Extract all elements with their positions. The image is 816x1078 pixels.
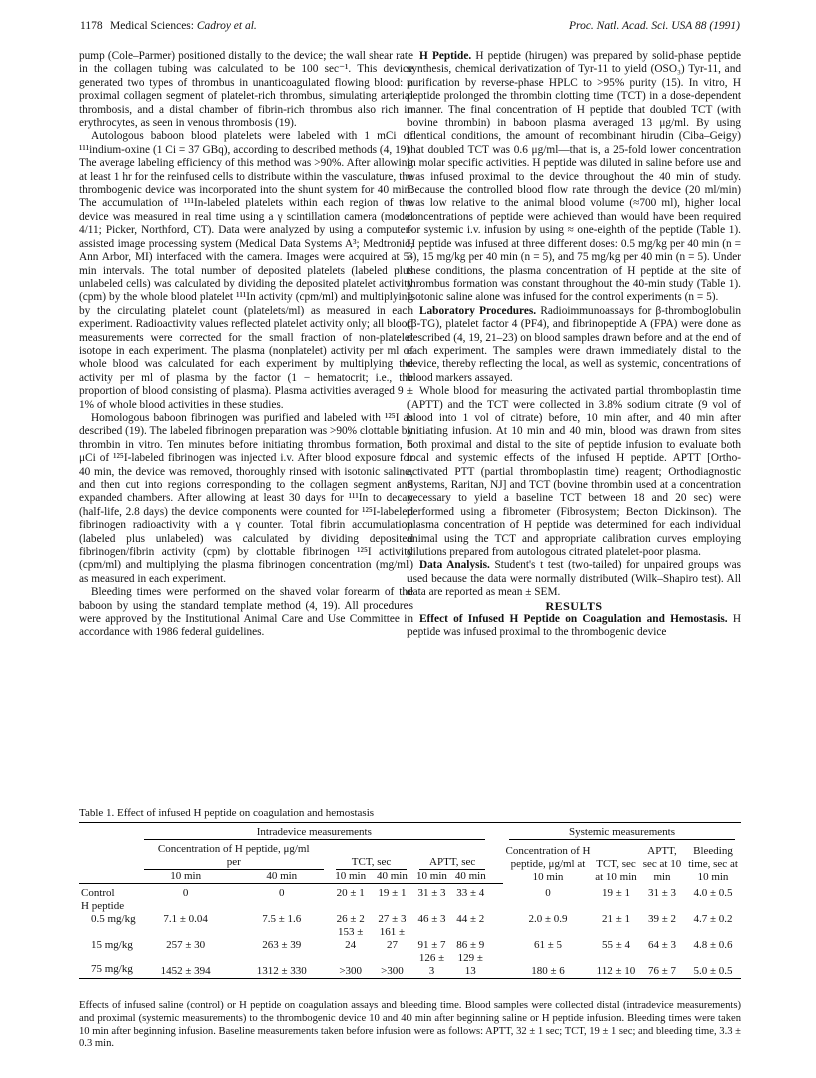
paragraph <box>407 559 741 599</box>
paragraph: Whole blood for measuring the activated partial thromboplastin time (APTT) and the TCT were collected in 3.8% sodium citrate (9 vol of blood into 1 vol of citrate) before, 10 min after, and 40 min after initiating infusion. At 10 min and 40 min, blood was drawn from sites both proximal and distal to the site of peptide infusion to evaluate both local and systemic effects of the infused H peptide. APTT [Ortho-activated PTT (partial thromboplastin time) reagent; Orthodiagnostic Systems, Raritan, NJ] and TCT (bovine thrombin used at a concentration necessary to yield a baseline TCT between 18 and 20 sec) were performed using a fibrometer (Fibrosystem; Becton Dickinson). The plasma concentration of H peptide was determined for each individual animal using the TCT and appropriate calibration curves employing dilutions prepared from autologous citrated platelet-poor plasma. <box>407 385 741 559</box>
col-head-sys-aptt: APTT, sec at 10 min <box>642 844 682 883</box>
results-table <box>79 822 741 979</box>
table-row-group-label: H peptide <box>81 900 125 912</box>
paragraph: pump (Cole–Parmer) positioned distally to the device; the wall shear rate in the collagen tubing was calculated to be 100 sec⁻¹. This device generated two types of thrombus in unanticoagulated flowing blood: a proximal collagen segment of platelet-rich thrombus, simulating arterial thrombosis, and a distal chamber of fibrin-rich thrombus also rich in erythrocytes, as seen in venous thrombosis (19). <box>79 50 413 130</box>
paragraph-text: Radioimmunoassays for β-thromboglobulin (β-TG), platelet factor 4 (PF4), and fibrinopeptide A (FPA) were done as described (4, 19, 21–23) on blood samples drawn before and at the end of each experiment. The samples were drawn immediately distal to the device, thereby reflecting the local, as well as systemic, concentrations of blood markers assayed. <box>407 304 742 384</box>
sub-10-min: 10 min <box>330 870 372 884</box>
paragraph <box>407 50 741 305</box>
table-row: 15 mg/kg 257 ± 30 263 ± 39 153 ± 24 161 ± 27 91 ± 7 86 ± 9 61 ± 5 55 ± 4 64 ± 3 4.8 ± 0.6 <box>91 926 733 951</box>
sub-10-min: 10 min <box>413 870 449 884</box>
group-intradevice: Intradevice measurements <box>138 823 491 841</box>
paragraph <box>407 305 741 385</box>
group-systemic: Systemic measurements <box>503 823 741 841</box>
header-title <box>110 20 257 32</box>
paragraph-text: H peptide (hirugen) was prepared by solid-phase peptide synthesis, chemical derivatization of Tyr-11 to yield (OSO₃) Tyr-11, and purification by reverse-phase HPLC to >95% purity (15). In vitro, H peptide prolonged the thrombin clotting time (TCT) in a dose-dependent manner. The final concentration of H peptide that doubled TCT (with bovine thrombin) in baboon plasma averaged 13 μg/ml. By using identical conditions, the amount of recombinant hirudin (Ciba–Geigy) that doubled TCT was 0.6 μg/ml—that is, a 25-fold lower concentration in molar specific activities. H peptide was diluted in saline before use and was infused proximal to the device throughout the 40 min of study. Because the controlled blood flow rate through the device (20 ml/min) was low relative to the animal blood volume (≈700 ml), higher local concentrations of peptide were achieved than would have been required for systemic i.v. infusion by using ≈ one-eighth of the peptide (Table 1). H peptide was infused at three different doses: 0.5 mg/kg per 40 min (n = 3), 15 mg/kg per 40 min (n = 5), and 75 mg/kg per 40 min (n = 5). Under these conditions, the plasma concentration of H peptide at the site of thrombus formation was constant throughout the 40-min study (Table 1). Isotonic saline alone was infused for the control experiments (n = 5). <box>407 50 741 304</box>
paragraph: Homologous baboon fibrinogen was purified and labeled with ¹²⁵I as described (19). The labeled fibrinogen preparation was >90% clottable by thrombin in vitro. Ten minutes before initiating thrombus formation, 5 μCi of ¹²⁵I-labeled fibrinogen was injected i.v. After blood exposure for 40 min, the device was removed, thoroughly rinsed with isotonic saline, and then cut into regions corresponding to the collagen segment and expanded chambers. After allowing at least 30 days for ¹¹¹In to decay (half-life, 2.8 days) the device components were counted for ¹²⁵I-labeled fibrinogen radioactivity with a γ counter. Total fibrin accumulation (labeled plus unlabeled) was calculated by dividing deposited fibrinogen/fibrin activity (cpm) by clottable fibrinogen ¹²⁵I activity (cpm/ml) and multiplying the plasma fibrinogen concentration (mg/ml) as measured in each experiment. <box>79 411 413 585</box>
col-head-aptt: APTT, sec <box>413 840 491 870</box>
paragraph: Bleeding times were performed on the shaved volar forearm of the baboon by using the standard template method (4, 19). All procedures were approved by the Institutional Animal Care and Use Committee in accordance with 1986 federal guidelines. <box>79 586 413 639</box>
left-column <box>79 50 413 640</box>
paragraph <box>407 613 741 640</box>
table-column-headers <box>79 840 741 870</box>
col-head-tct: TCT, sec <box>330 840 414 870</box>
table-row: 0.5 mg/kg 7.1 ± 0.04 7.5 ± 1.6 26 ± 2 27 ± 3 46 ± 3 44 ± 2 2.0 ± 0.9 21 ± 1 39 ± 2 4.7 ± 0.2 <box>91 913 733 925</box>
paragraph-text: Student's t test (two-tailed) for unpaired groups was used because the data were normally distributed (Wilk–Shapiro test). All data are reported as mean ± SEM. <box>407 559 741 599</box>
section-head: H Peptide. <box>419 50 472 62</box>
section-head: Data Analysis. <box>419 559 490 572</box>
section-head: Effect of Infused H Peptide on Coagulation and Hemostasis. <box>419 613 728 626</box>
col-head-sys-tct: TCT, sec at 10 min <box>595 857 637 883</box>
right-column <box>407 50 741 640</box>
paragraph-text: H peptide was infused proximal to the thrombogenic device <box>407 613 742 639</box>
journal-citation: Proc. Natl. Acad. Sci. USA 88 (1991) <box>569 20 740 32</box>
col-head-bleeding: Bleeding time, sec at 10 min <box>688 844 738 883</box>
table-caption: Table 1. Effect of infused H peptide on coagulation and hemostasis <box>79 807 375 819</box>
col-head-conc: Concentration of H peptide, μg/ml per <box>138 840 330 870</box>
table-group-header <box>79 823 741 841</box>
sub-10-min: 10 min <box>138 870 234 884</box>
page-number: 1178 <box>80 20 103 32</box>
results-heading: RESULTS <box>545 598 603 613</box>
sub-40-min: 40 min <box>450 870 491 884</box>
table-row: Control 0 0 20 ± 1 19 ± 1 31 ± 3 33 ± 4 0 19 ± 1 31 ± 3 4.0 ± 0.5 <box>81 887 733 899</box>
sub-40-min: 40 min <box>234 870 330 884</box>
table-footnote: Effects of infused saline (control) or H peptide on coagulation assays and bleeding time. Blood samples were collected distal (intradevice measurements) and proximal (systemic measurements) to the thrombogenic device 10 and 40 min after beginning saline or H peptide infusion. Bleeding times were taken 10 min after beginning infusion. Baseline measurements taken before infusion were as follows: APTT, 32 ± 1 sec; TCT, 19 ± 1 sec; and bleeding time, 3.3 ± 0.3 min. <box>79 1000 741 1050</box>
section-head: Laboratory Procedures. <box>419 304 537 317</box>
header-authors: Cadroy et al. <box>196 20 257 32</box>
paragraph: Autologous baboon blood platelets were labeled with 1 mCi of ¹¹¹indium-oxine (1 Ci = 37 GBq), according to described methods (4, 19). The average labeling efficiency of this method was >90%. After allowing at least 1 hr for the reinfused cells to distribute within the vasculature, the thrombogenic device was incorporated into the shunt system for 40 min. The accumulation of ¹¹¹In-labeled platelets within each region of the device was measured in real time using a γ scintillation camera (model 4/11; Picker, Northford, CT). Data were analyzed by using a computer-assisted image processing system (Medical Data Systems A³; Medtronic, Ann Arbor, MI) interfaced with the camera. Images were acquired at 5-min intervals. The total number of deposited platelets (labeled plus unlabeled cells) was calculated by dividing the deposited platelet activity (cpm) by the whole blood platelet ¹¹¹In activity (cpm/ml) and multiplying by the circulating platelet count (platelets/ml) as measured in each experiment. Radioactivity values reflected platelet activity only; all blood measurements were corrected for the small fraction of non-platelet isotope in each experiment. The plasma (nonplatelet) activity per ml of whole blood was calculated for each experiment by multiplying the activity per ml of plasma by the factor (1 − hematocrit; i.e., the proportion of blood consisting of plasma). Plasma activities averaged 9 ± 1% of whole blood activities in these studies. <box>79 130 413 411</box>
col-head-sys-conc: Concentration of H peptide, μg/ml at 10 min <box>505 844 591 883</box>
sub-40-min: 40 min <box>372 870 414 884</box>
table-row: 75 mg/kg 1452 ± 394 1312 ± 330 >300 >300 126 ± 3 129 ± 13 180 ± 6 112 ± 10 76 ± 7 5.0 ± 0.5 <box>79 952 741 979</box>
journal-section: Medical Sciences: <box>110 20 194 32</box>
running-header <box>0 20 816 38</box>
